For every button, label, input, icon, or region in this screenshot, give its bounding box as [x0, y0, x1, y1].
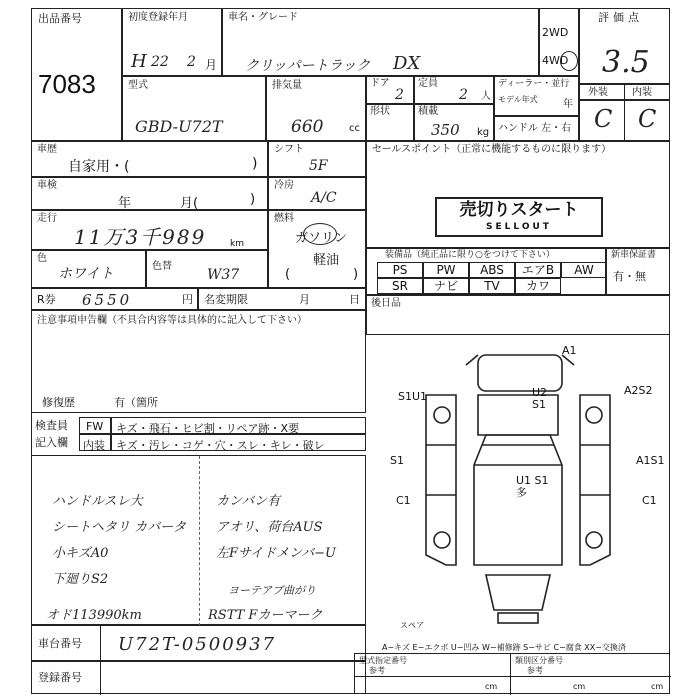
- recycle-unit: 円: [182, 293, 193, 306]
- exterior-grade: C: [594, 105, 613, 133]
- recycle-label: R券: [37, 293, 56, 306]
- shift-value: 5F: [309, 158, 328, 174]
- recycle-box: [31, 288, 198, 310]
- equipment-row-2: [377, 278, 561, 294]
- model-box: [222, 8, 539, 76]
- later-items-label: 後日品: [371, 298, 401, 309]
- displacement-label: 排気量: [272, 80, 302, 91]
- model-year-label: モデル年式: [498, 95, 538, 104]
- load-value: 350: [431, 121, 460, 139]
- equipment-item-row1-4: AW: [561, 262, 607, 278]
- registration-box: [31, 661, 366, 694]
- fuel-paren-open: (: [285, 267, 291, 282]
- displacement-unit: cc: [349, 123, 360, 134]
- color-change-box: [146, 250, 268, 288]
- remark-left-3: 小キズA0: [52, 546, 109, 561]
- first-reg-year: 22: [151, 54, 169, 70]
- shape-label: 形状: [370, 106, 390, 117]
- ac-box: [268, 177, 366, 210]
- diagram-mark-a1s1: A1S1: [636, 454, 665, 467]
- fuel-paren-close: ): [353, 267, 359, 282]
- equipment-item-row2-3: カワ: [515, 278, 561, 294]
- diagram-mark-s1-left: S1: [390, 454, 404, 467]
- remark-right-3: 左Fサイドメンバ−U: [216, 546, 336, 561]
- first-reg-era: H: [131, 51, 147, 72]
- name-change-label: 名変期限: [204, 293, 248, 306]
- repair-label: 修復歴: [42, 396, 75, 409]
- remarks-box: [31, 455, 366, 625]
- diagram-mark-c1-left: C1: [396, 494, 411, 507]
- diagram-mark-spare: スペア: [400, 621, 424, 630]
- sales-point-box: [366, 141, 670, 248]
- notice-box: [31, 310, 366, 413]
- color-box: [31, 250, 146, 288]
- drive-2wd: 2WD: [542, 26, 569, 39]
- remark-right-5: RSTT Fカーマーク: [208, 608, 323, 623]
- diagram-mark-u1s1: U1 S1多: [516, 474, 549, 499]
- diagram-mark-a2s2: A2S2: [624, 384, 653, 397]
- doors-value: 2: [395, 87, 404, 103]
- sellout-stamp-sub: SELLOUT: [486, 222, 552, 232]
- shape-box: [366, 104, 414, 141]
- handle-label: ハンドル 左・右: [498, 123, 572, 134]
- chassis-box: [31, 625, 366, 661]
- color-label: 色: [37, 253, 47, 264]
- name-change-box: [198, 288, 366, 310]
- lot-label: 出品番号: [38, 12, 82, 25]
- equipment-row-1: [377, 262, 607, 278]
- capacity-value: 2: [459, 87, 468, 103]
- doors-label: ドア: [370, 78, 390, 89]
- equipment-box: [366, 248, 606, 295]
- equipment-item-row2-0: SR: [377, 278, 423, 294]
- fuel-label: 燃料: [274, 213, 294, 224]
- mileage-label: 走行: [37, 213, 57, 224]
- type-designation-label: 型式指定番号: [359, 656, 407, 665]
- capacity-label: 定員: [418, 78, 438, 89]
- model-name: クリッパートラック: [245, 58, 371, 74]
- drive-box: [539, 8, 579, 76]
- sellout-stamp-main: 売切りスタート: [459, 200, 579, 220]
- dealer-label: ディーラー・並行: [498, 79, 570, 89]
- damage-legend: A−キズ E−エクボ U−凹み W−補修跡 S−サビ C−腐食 XX−交換済: [382, 643, 626, 652]
- mileage-unit: km: [230, 239, 244, 249]
- score-value: 3.5: [602, 45, 650, 80]
- interior-tag-label: 内装: [83, 439, 105, 452]
- name-change-day: 日: [349, 293, 360, 306]
- remark-right-1: カンバン有: [216, 494, 281, 509]
- interior-label: 内装: [632, 87, 652, 98]
- remark-right-2: アオリ、荷台AUS: [216, 520, 323, 535]
- first-reg-unit: 月: [205, 58, 218, 72]
- sales-point-label: セールスポイント（正常に機能するものに限ります）: [372, 144, 612, 155]
- inspection-month-unit: 月(: [180, 196, 199, 211]
- cm-2: cm: [573, 682, 586, 691]
- inspection-close: ): [250, 192, 256, 207]
- lot-number: 7083: [38, 69, 96, 99]
- name-change-month: 月: [299, 293, 310, 306]
- displacement-box: [266, 76, 366, 141]
- dealer-box: [494, 76, 579, 116]
- exterior-label: 外装: [588, 87, 608, 98]
- mileage-box: [31, 210, 268, 250]
- warranty-value: 有・無: [613, 270, 646, 283]
- interior-items-box: [111, 434, 366, 451]
- interior-items: キズ・汚レ・コゲ・穴・スレ・キレ・破レ: [116, 439, 325, 452]
- shift-label: シフト: [274, 144, 304, 155]
- warranty-label: 新車保証書: [611, 250, 657, 260]
- shift-box: [268, 141, 366, 177]
- ac-label: 冷房: [274, 180, 294, 191]
- inspection-label: 車検: [37, 180, 57, 191]
- first-reg-label: 初度登録年月: [128, 12, 188, 23]
- first-reg-box: [122, 8, 222, 76]
- warranty-box: [606, 248, 670, 295]
- color-change-label: 色替: [152, 261, 172, 272]
- first-reg-month: 2: [187, 54, 196, 70]
- model-year-unit: 年: [563, 99, 573, 110]
- equipment-item-row2-2: TV: [469, 278, 515, 294]
- load-label: 積載: [418, 106, 438, 117]
- diagram-mark-u2s1: U2 S1: [532, 386, 548, 411]
- color-value: ホワイト: [58, 266, 114, 282]
- remark-left-1: ハンドルスレ大: [52, 494, 143, 509]
- fw-label: FW: [86, 420, 104, 433]
- model-label: 車名・グレード: [228, 12, 298, 23]
- designation-box: [354, 653, 670, 694]
- displacement-value: 660: [291, 117, 324, 137]
- mileage-value: 11万3千989: [74, 225, 207, 249]
- fuel-box: [268, 210, 366, 288]
- chassis-label: 車台番号: [38, 637, 82, 650]
- diagram-mark-a1: A1: [562, 344, 577, 357]
- inspector-label-2: 記入欄: [35, 436, 68, 449]
- equipment-item-row1-3: エアB: [515, 262, 561, 278]
- remark-right-4: ヨーテアブ曲がり: [228, 584, 316, 597]
- handle-box: [494, 116, 579, 141]
- model-grade: DX: [393, 53, 421, 74]
- chassis-value: U72T-0500937: [118, 634, 277, 655]
- doors-box: [366, 76, 414, 104]
- score-label: 評価点: [598, 11, 643, 24]
- type-value: GBD-U72T: [135, 117, 223, 136]
- load-box: [414, 104, 494, 141]
- equipment-item-row1-2: ABS: [469, 262, 515, 278]
- fw-items-box: [111, 417, 366, 434]
- cm-1: cm: [485, 682, 498, 691]
- class-ref: 参考: [527, 666, 543, 675]
- diagram-mark-s1u1: S1U1: [398, 390, 428, 403]
- interior-grade: C: [638, 105, 657, 133]
- repair-value: 有（箇所: [114, 396, 158, 409]
- capacity-box: [414, 76, 494, 104]
- type-box: [122, 76, 266, 141]
- color-code-value: W37: [207, 267, 240, 283]
- fuel-diesel: 軽油: [313, 253, 340, 268]
- remark-left-4: 下廻りS2: [52, 572, 109, 587]
- history-close: ): [252, 156, 258, 172]
- fw-tag: [79, 417, 111, 434]
- class-label: 類別区分番号: [515, 656, 563, 665]
- equipment-item-row2-1: ナビ: [423, 278, 469, 294]
- type-label: 型式: [128, 80, 148, 91]
- fw-items: キズ・飛石・ヒビ割・リペア跡・X要: [116, 422, 300, 435]
- equipment-item-row1-1: PW: [423, 262, 469, 278]
- notice-label: 注意事項申告欄（不具合内容等は具体的に記入して下さい）: [37, 315, 307, 326]
- history-box: [31, 141, 268, 177]
- drive-4wd-circle: [560, 51, 578, 71]
- score-box: [579, 8, 670, 84]
- inspection-year-unit: 年: [118, 196, 132, 211]
- capacity-unit: 人: [481, 91, 491, 102]
- damage-diagram: [366, 335, 670, 635]
- fuel-gasoline-circle: [303, 223, 337, 245]
- inspector-label-1: 検査員: [35, 419, 68, 432]
- fuel-gasoline: ガソリン: [295, 231, 348, 246]
- ac-value: A/C: [311, 190, 337, 206]
- cm-3: cm: [651, 682, 664, 691]
- lot-box: [31, 8, 122, 141]
- inspection-box: [31, 177, 268, 210]
- recycle-value: 6550: [82, 291, 133, 309]
- later-items-box: [366, 295, 670, 335]
- load-unit: kg: [477, 127, 490, 138]
- remark-left-5: オド113990km: [46, 608, 142, 623]
- interior-tag: [79, 434, 111, 451]
- equipment-label: 装備品（純正品に限り○をつけて下さい）: [385, 250, 555, 260]
- remark-left-2: シートヘタリ カバータ: [52, 520, 187, 535]
- diagram-mark-c1-right: C1: [642, 494, 657, 507]
- history-value: 自家用・(: [68, 159, 130, 175]
- registration-label: 登録番号: [38, 671, 82, 684]
- drive-4wd: 4WD: [542, 54, 569, 67]
- inspector-box: [31, 413, 366, 455]
- equipment-item-row1-0: PS: [377, 262, 423, 278]
- history-label: 車歴: [37, 144, 57, 155]
- type-designation-ref: 参考: [369, 666, 385, 675]
- sellout-stamp: [435, 197, 603, 237]
